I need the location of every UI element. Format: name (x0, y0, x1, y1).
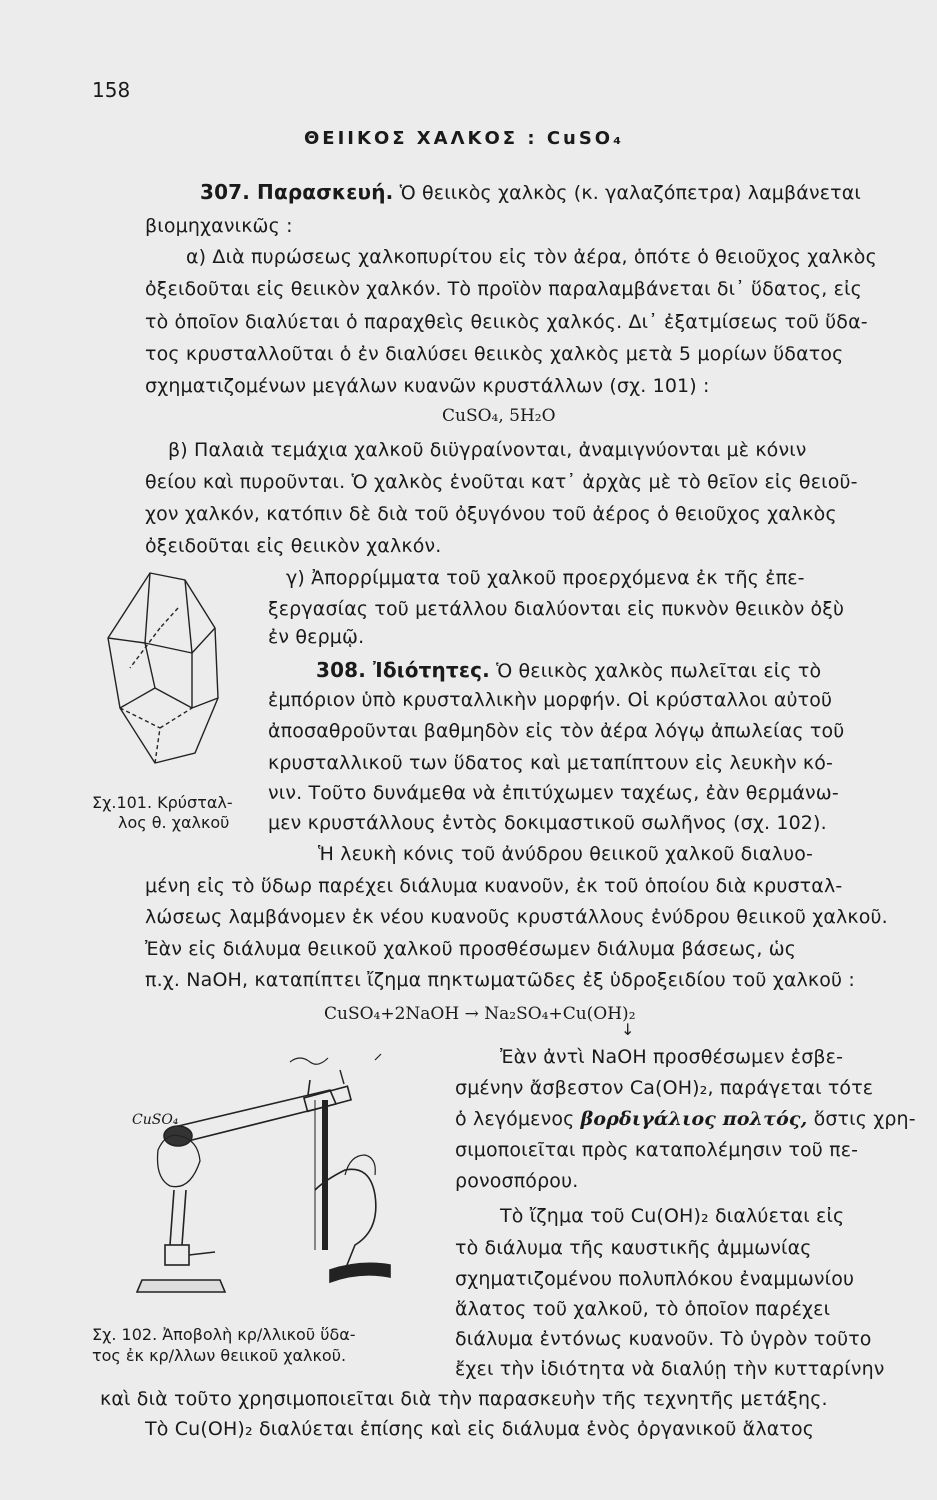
right-column-line-3a: ὁ λεγόμενος (455, 1108, 575, 1130)
crystal-illustration (100, 568, 230, 768)
precipitate-arrow: ↓ (621, 1020, 635, 1039)
right-column-line-9: ἅλατος τοῦ χαλκοῦ, τὸ ὁποῖον παρέχει (455, 1298, 831, 1320)
section-308-intro: Ὁ θειικὸς χαλκὸς πωλεῖται εἰς τὸ (496, 660, 822, 682)
section-307-line-10: χον χαλκόν, κατόπιν δὲ διὰ τοῦ ὀξυγόνου τοῦ ἀέρος ὁ θειοῦχος χαλκὸς (145, 503, 837, 525)
figure-102-caption-1: Σχ. 102. Ἀποβολὴ κρ/λλικοῦ ὕδα- (92, 1325, 356, 1344)
section-308-line-11: π.χ. NaOH, καταπίπτει ἴζημα πηκτωματῶδες ἐξ ὑδροξειδίου τοῦ χαλκοῦ : (145, 969, 855, 991)
section-308-line-2: ἐμπόριον ὑπὸ κρυσταλλικὴν μορφήν. Οἱ κρύσταλλοι αὐτοῦ (268, 689, 833, 711)
section-308-line-5: νιν. Τοῦτο δυνάμεθα νὰ ἐπιτύχωμεν ταχέως, ἐὰν θερμάνω- (268, 782, 839, 804)
section-308-line-1 (316, 658, 821, 682)
reaction-equation: CuSO₄+2NaOH → Na₂SO₄+Cu(OH)₂ (324, 1004, 636, 1024)
page-title: ΘΕΙΙΚΟΣ ΧΑΛΚΟΣ : CuSO₄ (304, 128, 624, 149)
section-307-line-7: σχηματιζομένων μεγάλων κυανῶν κρυστάλλων (σχ. 101) : (145, 375, 710, 397)
section-308-line-3: ἀποσαθροῦνται βαθμηδὸν εἰς τὸν ἀέρα λόγῳ ἀπωλείας τοῦ (268, 720, 845, 742)
section-307-line-8: β) Παλαιὰ τεμάχια χαλκοῦ διϋγραίνονται, ἀναμιγνύονται μὲ κόνιν (168, 439, 807, 461)
section-307-line-13: ξεργασίας τοῦ μετάλλου διαλύονται εἰς πυκνὸν θειικὸν ὀξὺ (268, 598, 845, 620)
section-308-line-4: κρυσταλλικοῦ των ὕδατος καὶ μεταπίπτουν εἰς λευκὴν κό- (268, 752, 834, 774)
section-308-line-8: μένη εἰς τὸ ὕδωρ παρέχει διάλυμα κυανοῦν, ἐκ τοῦ ὁποίου διὰ κρυσταλ- (145, 875, 843, 897)
bordeaux-mixture-term: βορδιγάλιος πολτός, (580, 1108, 808, 1130)
test-tube-heating-illustration (130, 1040, 420, 1310)
right-column-line-8: σχηματιζομένου πολυπλόκου ἐναμμωνίου (455, 1268, 855, 1290)
section-308-line-9: λώσεως λαμβάνομεν ἐκ νέου κυανοῦς κρυστάλλους ἐνύδρου θειικοῦ χαλκοῦ. (145, 906, 888, 928)
right-column-line-1: Ἐὰν ἀντὶ NaOH προσθέσωμεν ἐσβε- (500, 1046, 844, 1068)
right-column-line-3 (455, 1108, 916, 1130)
section-307-intro: Ὁ θειικὸς χαλκὸς (κ. γαλαζόπετρα) λαμβάνεται (399, 182, 861, 204)
section-307-line-1 (200, 180, 861, 204)
figure-101-caption-2: λος θ. χαλκοῦ (118, 813, 230, 832)
right-column-line-2: σμένην ἄσβεστον Ca(OH)₂, παράγεται τότε (455, 1077, 874, 1099)
section-307-heading: 307. Παρασκευή. (200, 180, 394, 204)
right-column-line-4: σιμοποιεῖται πρὸς καταπολέμησιν τοῦ πε- (455, 1139, 859, 1161)
right-column-line-7: τὸ διάλυμα τῆς καυστικῆς ἀμμωνίας (455, 1237, 812, 1259)
section-307-line-4: ὀξειδοῦται εἰς θειικὸν χαλκόν. Τὸ προϊὸν παραλαμβάνεται δι᾽ ὕδατος, εἰς (145, 278, 862, 300)
figure-101-caption-1: Σχ.101. Κρύσταλ- (92, 793, 233, 812)
section-307-line-5: τὸ ὁποῖον διαλύεται ὁ παραχθεὶς θειικὸς χαλκός. Δι᾽ ἐξατμίσεως τοῦ ὕδα- (145, 311, 868, 333)
section-307-line-2: βιομηχανικῶς : (145, 215, 293, 237)
right-column-line-6: Τὸ ἴζημα τοῦ Cu(OH)₂ διαλύεται εἰς (500, 1205, 845, 1227)
section-308-line-10: Ἐὰν εἰς διάλυμα θειικοῦ χαλκοῦ προσθέσωμεν διάλυμα βάσεως, ὡς (145, 938, 797, 960)
section-307-line-12: γ) Ἀπορρίμματα τοῦ χαλκοῦ προερχόμενα ἐκ τῆς ἐπε- (286, 567, 805, 589)
figure-102-label: CuSO₄ (132, 1112, 179, 1128)
section-307-line-11: ὀξειδοῦται εἰς θειικὸν χαλκόν. (145, 535, 442, 557)
right-column-line-11: ἔχει τὴν ἰδιότητα νὰ διαλύῃ τὴν κυτταρίνην (455, 1358, 885, 1380)
figure-102-caption-2: τος ἐκ κρ/λλων θειικοῦ χαλκοῦ. (92, 1346, 347, 1365)
right-column-line-10: διάλυμα ἐντόνως κυανοῦν. Τὸ ὑγρὸν τοῦτο (455, 1328, 872, 1350)
right-column-line-3c: ὅστις χρη- (813, 1108, 916, 1130)
section-307-line-3: α) Διὰ πυρώσεως χαλκοπυρίτου εἰς τὸν ἀέρα, ὁπότε ὁ θειοῦχος χαλκὸς (186, 246, 877, 268)
section-307-line-14: ἐν θερμῷ. (268, 626, 365, 648)
section-307-line-9: θείου καὶ πυροῦνται. Ὁ χαλκὸς ἑνοῦται κατ᾽ ἀρχὰς μὲ τὸ θεῖον εἰς θειοῦ- (145, 471, 858, 493)
section-308-heading: 308. Ἰδιότητες. (316, 658, 490, 682)
right-column-line-5: ρονοσπόρου. (455, 1170, 579, 1192)
section-308-line-13: Τὸ Cu(OH)₂ διαλύεται ἐπίσης καὶ εἰς διάλυμα ἑνὸς ὀργανικοῦ ἅλατος (145, 1418, 815, 1440)
section-308-line-7: Ἡ λευκὴ κόνις τοῦ ἀνύδρου θειικοῦ χαλκοῦ διαλυο- (318, 843, 814, 865)
section-307-line-6: τος κρυσταλλοῦται ὁ ἐν διαλύσει θειικὸς χαλκὸς μετὰ 5 μορίων ὕδατος (145, 343, 844, 365)
section-308-line-12: καὶ διὰ τοῦτο χρησιμοποιεῖται διὰ τὴν παρασκευὴν τῆς τεχνητῆς μετάξης. (100, 1388, 828, 1410)
formula-hydrate: CuSO₄, 5H₂O (442, 406, 556, 426)
section-308-line-6: μεν κρυστάλλους ἐντὸς δοκιμαστικοῦ σωλῆνος (σχ. 102). (268, 812, 827, 834)
page-number: 158 (92, 78, 131, 102)
